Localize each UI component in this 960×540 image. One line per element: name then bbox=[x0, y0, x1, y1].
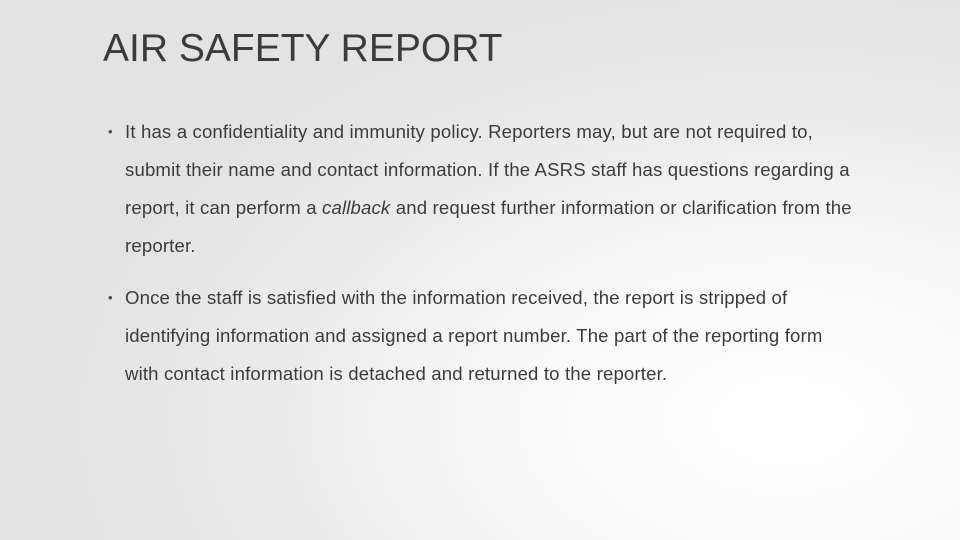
callback-emphasis: callback bbox=[322, 197, 391, 218]
bullet-marker: • bbox=[108, 290, 113, 305]
bullet-item-1 bbox=[108, 113, 853, 265]
bullet-1-text-part-2: and request further information or clarification from the reporter. bbox=[125, 197, 852, 256]
bullet-list bbox=[108, 113, 853, 393]
slide-title: AIR SAFETY REPORT bbox=[103, 27, 503, 70]
bullet-marker: • bbox=[108, 124, 113, 139]
bullet-1-text-part-1: It has a confidentiality and immunity policy. Reporters may, but are not required to, submit their name and contact information. If the ASRS staff has questions regarding a report, it can perform a bbox=[125, 121, 850, 218]
bullet-item-2 bbox=[108, 279, 853, 393]
bullet-text-1 bbox=[125, 121, 852, 256]
bullet-text-2: Once the staff is satisfied with the information received, the report is stripped of identifying information and assigned a report number. The part of the reporting form with contact information is detached and returned to the reporter. bbox=[125, 287, 823, 384]
